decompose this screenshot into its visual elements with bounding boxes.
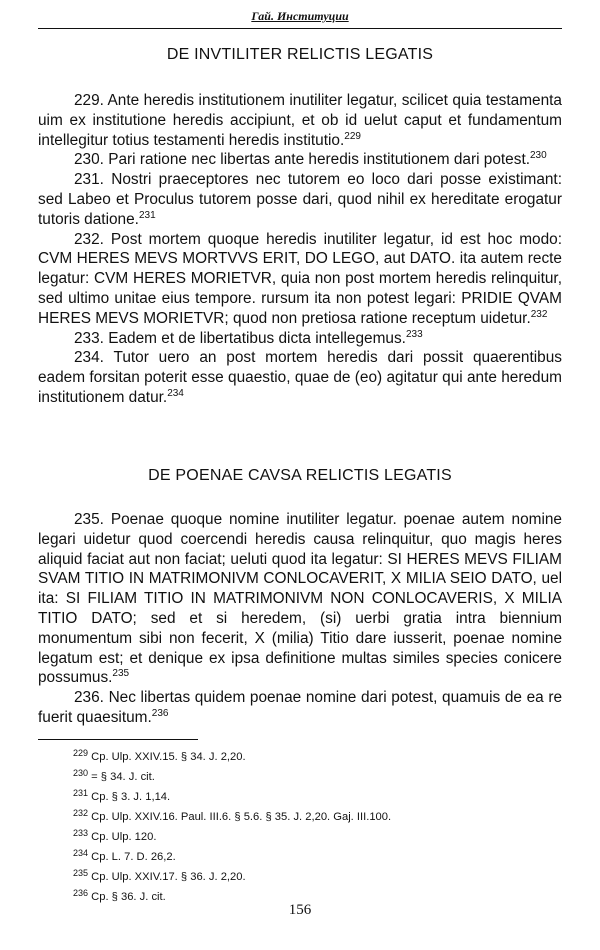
section-body-2	[38, 510, 562, 728]
footnotes	[73, 747, 553, 907]
paragraph-236: 236. Nec libertas quidem poenae nomine dari potest, quamuis de ea re fuerit quaesitum.$^{236}$	[38, 689, 562, 726]
footnote-236: $^{236}$ Cp. § 36. J. cit.	[73, 888, 166, 903]
paragraph-233: 233. Eadem et de libertatibus dicta intellegemus.$^{233}$	[74, 328, 423, 347]
paragraph-232: 232. Post mortem quoque heredis inutiliter legatur, id est hoc modo: CVM HERES MEVS MORTVVS ERIT, DO LEGO, aut DATO. ita autem recte legatur: CVM HERES MORIETVR, quia non post mortem heredis relinquitur, sed ultimo unitae eius tempore. rursum ita non potest legari: PRIDIE QVAM HERES MEVS MORIETVR; quod non pretiosa ratione receptum uidetur.$^{232}$	[38, 230, 562, 327]
footnote-ref-231: 231	[138, 209, 156, 221]
header-rule	[38, 28, 562, 29]
footnote-ref-236: 236	[151, 707, 169, 719]
footnote-235: $^{235}$ Cp. Ulp. XXIV.17. § 36. J. 2,20.	[73, 868, 246, 883]
footnote-ref-232: 232	[530, 308, 548, 320]
page-number: 156	[288, 902, 312, 918]
paragraph-234: 234. Tutor uero an post mortem heredis dari possit quaerentibus eadem forsitan poterit esse quaestio, quae de (eo) agitatur qui ante heredum institutionem datur.$^{234}$	[38, 349, 562, 406]
running-head: Гай. Институции	[251, 9, 349, 23]
footnote-229: $^{229}$ Cp. Ulp. XXIV.15. § 34. J. 2,20.	[73, 748, 246, 763]
section-body-1	[38, 91, 562, 408]
footnote-ref-234: 234	[167, 387, 184, 399]
footnote-ref-233: 233	[405, 328, 423, 340]
section-heading-2: DE POENAE CAVSA RELICTIS LEGATIS	[148, 467, 452, 484]
footnote-ref-235: 235	[112, 668, 130, 680]
footnote-ref-229: 229	[344, 130, 361, 142]
footnote-234: $^{234}$ Cp. L. 7. D. 26,2.	[73, 848, 176, 863]
footnote-rule	[38, 739, 198, 740]
footnote-233: $^{233}$ Cp. Ulp. 120.	[73, 828, 157, 843]
paragraph-235: 235. Poenae quoque nomine inutiliter legatur. poenae autem nomine legari uidetur quod coercendi heredis causa relinquitur, quo magis heres aliquid faciat aut non faciat; ueluti quod ita legatur: SI HERES MEVS FILIAM SVAM TITIO IN MATRIMONIVM CONLOCAVERIT, X MILIA SEIO DATO, uel ita: SI FILIAM TITIO IN MATRIMONIVM NON CONLOCAVERIS, X MILIA TITIO DATO; sed et si heredem, (si) uerbi gratia intra biennium monumentum sibi non fecerit, X (milia) Titio dare iusserit, poenae nomine legatum est; et denique ex ipsa definitione multas similes species conicere possumus.$^{235}$	[38, 511, 562, 687]
section-heading-1: DE INVTILITER RELICTIS LEGATIS	[166, 46, 434, 63]
footnote-ref-230: 230	[530, 150, 547, 162]
paragraph-230: 230. Pari ratione nec libertas ante heredis institutionem dari potest.$^{230}$	[74, 150, 547, 169]
paragraph-231: 231. Nostri praeceptores nec tutorem eo loco dari posse existimant: sed Labeo et Proculus tutorem posse dari, quod nihil ex hereditate erogatur tutoris datione.$^{231}$	[38, 171, 562, 228]
footnote-232: $^{232}$ Cp. Ulp. XXIV.16. Paul. III.6. § 5.6. § 35. J. 2,20. Gaj. III.100.	[73, 808, 392, 823]
footnote-231: $^{231}$ Cp. § 3. J. 1,14.	[73, 788, 171, 803]
paragraph-229: 229. Ante heredis institutionem inutiliter legatur, scilicet quia testamenta uim ex institutione heredis accipiunt, et ob id uelut caput et fundamentum intellegitur totius testamenti heredis institutio.$^{229}$	[38, 92, 562, 149]
footnote-230: $^{230}$ = § 34. J. cit.	[73, 768, 155, 783]
